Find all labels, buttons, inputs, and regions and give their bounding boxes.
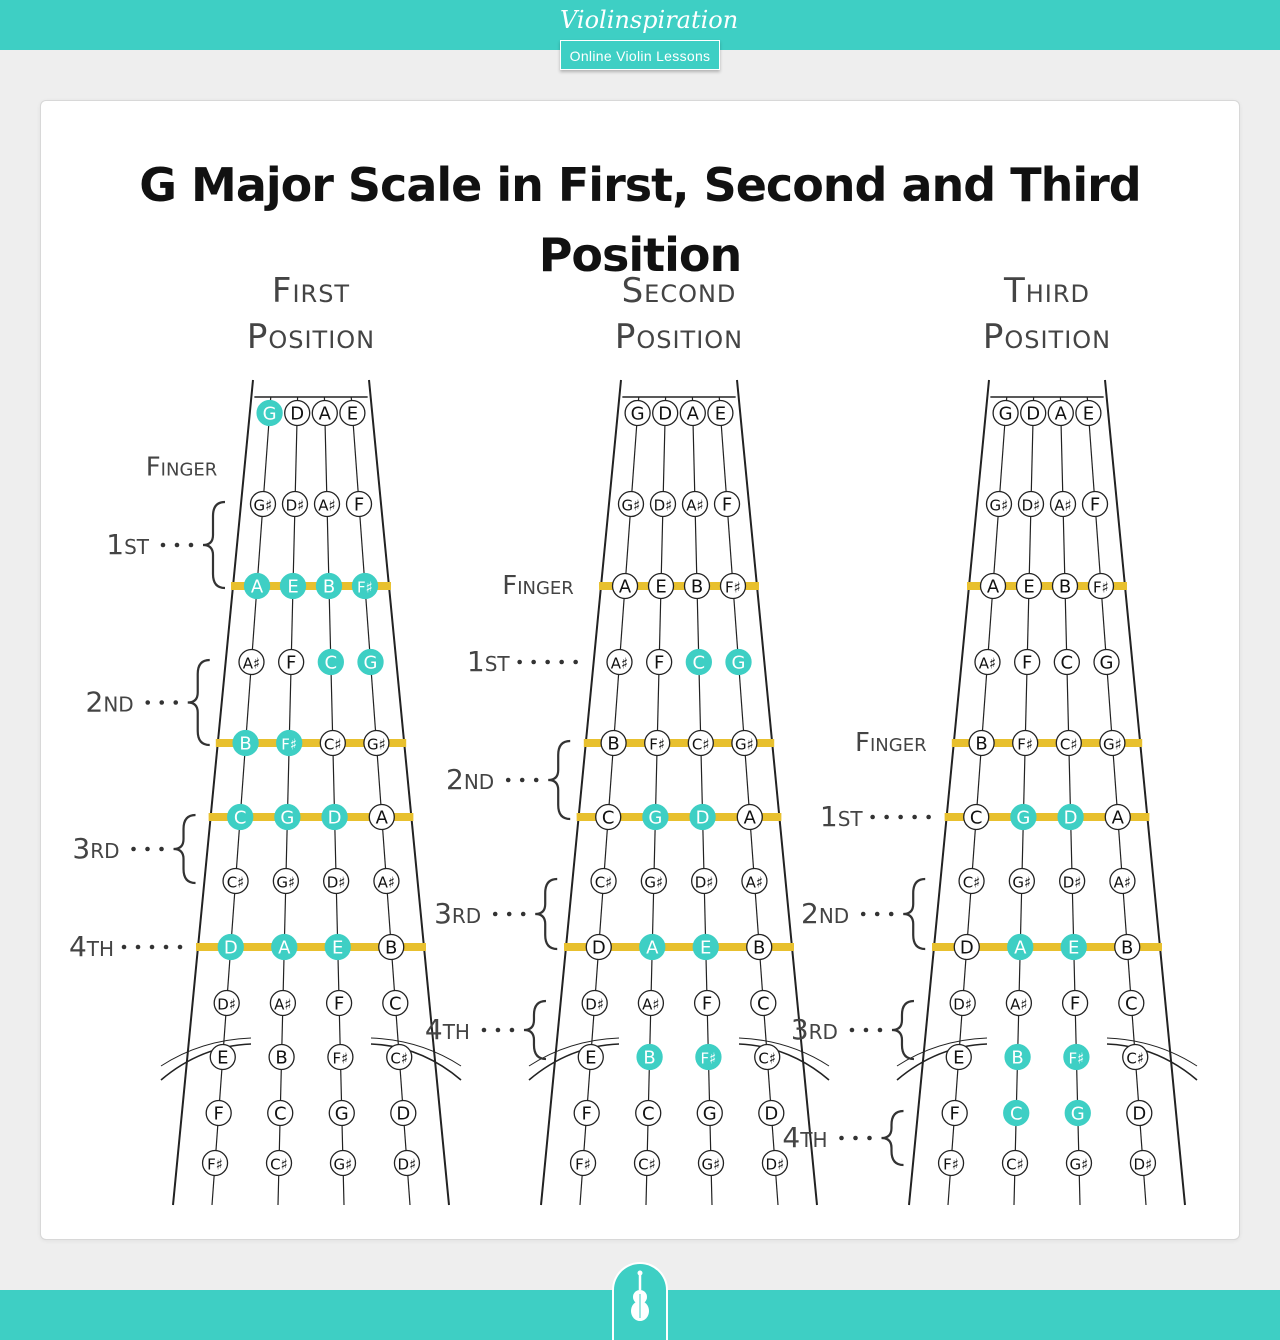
note-label: C [324,652,338,674]
position-heading-word: First [271,271,351,311]
note-label: A♯ [242,654,261,673]
note-label: A [1054,403,1067,425]
violin-icon [612,1262,668,1340]
note-label: D♯ [1021,496,1041,515]
fingerboard-edge [173,380,253,1205]
note-label: D♯ [953,995,973,1014]
note-label: C♯ [758,1049,777,1068]
note-label: F [1089,494,1101,516]
leader-dot [493,912,498,917]
leader-dot [861,912,866,917]
leader-dot [853,1136,858,1141]
finger-label-4: 4th [424,1013,470,1046]
note-label: A♯ [1054,496,1072,515]
leader-dot [178,945,183,950]
note-label: A [250,576,264,598]
note-label: C [757,993,770,1015]
leader-dot [870,815,875,820]
note-label: G♯ [644,873,664,892]
note-label: F♯ [1093,578,1109,597]
note-label: D [959,937,974,959]
string-line [580,397,639,1205]
note-label: F♯ [943,1155,959,1174]
note-label: G♯ [734,735,754,754]
note-label: C [601,807,615,829]
body-edge-line [161,1044,251,1080]
finger-heading: Finger [145,452,218,483]
string-line [719,397,778,1205]
leader-dot [521,912,526,917]
string-line [278,397,298,1205]
leader-dot [150,945,155,950]
leader-dot [850,1028,855,1033]
body-edge-line [1107,1044,1197,1080]
note-label: C♯ [1059,735,1078,754]
note-label: F [213,1103,224,1125]
note-label: C♯ [1006,1155,1024,1174]
page-title: G Major Scale in First, Second and Third Position [139,158,1141,282]
note-label: F♯ [1017,735,1034,754]
note-label: G [731,652,746,674]
note-label: B [1058,576,1072,598]
body-edge-line [161,1038,251,1066]
finger-range-brace [524,1001,546,1059]
finger-range-brace [203,502,225,588]
note-label: G♯ [333,1155,353,1174]
note-label: D [223,937,238,959]
leader-dot [164,945,169,950]
note-label: B [385,937,398,959]
note-label: F [353,494,365,516]
note-label: A [278,937,291,959]
note-label: A♯ [274,995,292,1014]
note-label: C [1009,1103,1023,1125]
note-label: E [287,576,299,598]
note-label: C♯ [270,1155,288,1174]
finger-label-3: 3rd [72,832,120,865]
string-line [351,397,410,1205]
body-edge-line [897,1038,987,1066]
note-label: E [346,403,359,425]
note-label: G [998,403,1013,425]
note-label: G♯ [989,496,1009,515]
finger-label-2: 2nd [801,897,850,930]
note-label: D [1132,1103,1147,1125]
finger-range-brace [535,879,557,949]
string-line [646,397,666,1205]
note-label: G♯ [1012,873,1032,892]
leader-dot [889,912,894,917]
note-label: G♯ [253,496,273,515]
fingerboard-edge [1102,380,1185,1205]
leader-dot [545,660,550,665]
leader-dot [131,847,136,852]
note-label: G [262,403,277,425]
note-label: A♯ [686,496,704,515]
note-label: E [585,1047,597,1069]
leader-dot [510,1028,515,1033]
note-label: G [1099,652,1114,674]
note-label: A♯ [978,654,997,673]
note-label: D [591,937,606,959]
leader-dot [173,700,178,705]
leader-dot [520,778,525,783]
leader-dot [878,1028,883,1033]
note-label: C♯ [226,873,245,892]
finger-label-2: 2nd [85,685,134,719]
note-label: A♯ [318,496,336,515]
note-label: C♯ [323,735,342,754]
leader-dot [159,700,164,705]
note-label: D [1063,807,1078,829]
note-label: B [690,576,704,598]
leader-dot [136,945,141,950]
note-label: C [692,652,706,674]
position-heading-word: Second [621,271,737,311]
note-label: E [1082,403,1095,425]
leader-dot [926,815,931,820]
note-label: D [695,807,710,829]
position-2-diagram [425,271,829,1205]
position-heading-word: Position [246,317,376,357]
note-label: C♯ [1126,1049,1145,1068]
note-label: G♯ [366,735,386,754]
finger-label-1: 1st [466,645,510,678]
note-label: F♯ [700,1049,717,1068]
position-heading-word: Position [982,317,1112,357]
position-heading-word: Third [1003,271,1091,311]
finger-label-2: 2nd [446,763,495,796]
note-label: C♯ [390,1049,409,1068]
note-label: B [607,733,620,755]
string-line [212,397,271,1205]
fingerboard-edge [366,380,449,1205]
note-label: D♯ [326,873,346,892]
leader-dot [898,815,903,820]
note-label: F [721,494,733,516]
note-label: C [969,807,983,829]
string-line [1060,397,1080,1205]
note-label: D♯ [1062,873,1082,892]
leader-dot [884,815,889,820]
finger-label-1: 1st [106,528,149,561]
note-label: G [1070,1103,1085,1125]
body-edge-line [371,1044,461,1080]
note-label: B [275,1047,288,1069]
note-label: A [375,807,388,829]
note-label: A [1111,807,1124,829]
note-label: A♯ [745,873,764,892]
note-label: F♯ [649,735,666,754]
note-label: A [686,403,699,425]
note-label: C♯ [638,1155,656,1174]
note-label: D [764,1103,779,1125]
leader-dot [175,543,180,548]
note-label: F♯ [281,735,298,754]
finger-heading: Finger [502,571,574,601]
body-edge-line [739,1044,829,1080]
note-label: E [1023,576,1035,598]
note-label: A♯ [610,654,629,673]
note-label: D♯ [397,1155,417,1174]
note-label: F♯ [575,1155,591,1174]
fingerboard-edge [734,380,817,1205]
note-label: G♯ [1069,1155,1089,1174]
leader-dot [496,1028,501,1033]
leader-dot [517,660,522,665]
finger-range-brace [903,879,925,949]
note-label: G [648,807,663,829]
note-label: D♯ [694,873,714,892]
leader-dot [145,700,150,705]
note-label: B [643,1047,656,1069]
note-label: F♯ [1068,1049,1085,1068]
leader-dot [506,778,511,783]
note-label: D [658,403,673,425]
fingerboard-edge [541,380,621,1205]
note-label: F [333,993,345,1015]
finger-label-4: 4th [68,930,115,963]
note-label: A♯ [1113,873,1132,892]
note-label: E [700,937,712,959]
string-line [324,397,344,1205]
note-label: C [233,807,247,829]
note-label: A [318,403,331,425]
position-3-diagram [782,271,1197,1205]
note-label: F♯ [207,1155,223,1174]
note-label: G [702,1103,717,1125]
fingerboard-edge [909,380,989,1205]
note-label: F [1069,993,1081,1015]
leader-dot [867,1136,872,1141]
finger-label-3: 3rd [434,897,482,930]
note-label: G [1016,807,1031,829]
leader-dot [864,1028,869,1033]
finger-range-brace [188,660,210,745]
note-label: F [949,1103,960,1125]
leader-dot [839,1136,844,1141]
leader-dot [122,945,127,950]
position-heading-word: Position [614,317,744,357]
note-label: F♯ [332,1049,349,1068]
finger-range-brace [174,815,196,883]
note-label: E [655,576,667,598]
note-label: G [280,807,295,829]
finger-label-1: 1st [819,800,863,833]
note-label: F [701,993,713,1015]
note-label: D [396,1103,411,1125]
brand-name: Violinspiration [560,6,739,34]
note-label: D♯ [765,1155,785,1174]
finger-label-3: 3rd [790,1013,838,1046]
note-label: C [273,1103,287,1125]
note-label: E [332,937,344,959]
note-label: F [581,1103,592,1125]
brand-tagline: Online Violin Lessons [560,40,720,70]
note-label: G♯ [701,1155,721,1174]
note-label: E [217,1047,229,1069]
note-label: A [646,937,659,959]
note-label: C♯ [594,873,613,892]
note-label: D [290,403,305,425]
note-label: D♯ [653,496,673,515]
leader-dot [875,912,880,917]
note-label: G♯ [276,873,296,892]
note-label: C [1125,993,1138,1015]
note-label: C♯ [691,735,710,754]
note-label: A [743,807,756,829]
note-label: B [239,733,252,755]
finger-range-brace [548,741,570,819]
note-label: D♯ [285,496,305,515]
note-label: F [285,652,297,674]
note-label: E [714,403,727,425]
note-label: E [953,1047,965,1069]
body-edge-line [529,1044,619,1080]
finger-heading: Finger [855,728,927,758]
leader-dot [161,543,166,548]
finger-label-4: 4th [782,1121,828,1154]
note-label: D♯ [217,995,237,1014]
string-line [1014,397,1034,1205]
note-label: D♯ [1133,1155,1153,1174]
note-label: B [975,733,988,755]
note-label: D♯ [585,995,605,1014]
leader-dot [573,660,578,665]
note-label: F♯ [725,578,741,597]
leader-dot [534,778,539,783]
note-label: A [1014,937,1027,959]
note-label: B [753,937,766,959]
body-edge-line [529,1038,619,1066]
note-label: G [363,652,378,674]
string-line [692,397,712,1205]
note-label: G♯ [621,496,641,515]
note-label: D [1026,403,1041,425]
note-label: F♯ [357,578,373,597]
note-label: B [1011,1047,1024,1069]
note-label: B [322,576,336,598]
string-line [948,397,1007,1205]
note-label: A [618,576,632,598]
note-label: A [986,576,1000,598]
leader-dot [559,660,564,665]
note-label: G [630,403,645,425]
body-edge-line [897,1044,987,1080]
leader-dot [912,815,917,820]
note-label: C [1060,652,1074,674]
note-label: A♯ [642,995,660,1014]
note-label: D [327,807,342,829]
note-label: F [1021,652,1033,674]
leader-dot [507,912,512,917]
finger-range-brace [881,1111,903,1165]
finger-range-brace [892,1001,914,1059]
note-label: G♯ [1102,735,1122,754]
note-label: A♯ [1010,995,1028,1014]
leader-dot [189,543,194,548]
note-label: B [1121,937,1134,959]
leader-dot [159,847,164,852]
note-label: C [389,993,402,1015]
note-label: E [1068,937,1080,959]
body-edge-line [1107,1038,1197,1066]
note-label: C [641,1103,655,1125]
note-label: C♯ [962,873,981,892]
position-1-diagram [69,271,461,1205]
leader-dot [531,660,536,665]
note-label: G [334,1103,349,1125]
note-label: A♯ [377,873,396,892]
string-line [1087,397,1146,1205]
leader-dot [482,1028,487,1033]
leader-dot [145,847,150,852]
note-label: F [653,652,665,674]
